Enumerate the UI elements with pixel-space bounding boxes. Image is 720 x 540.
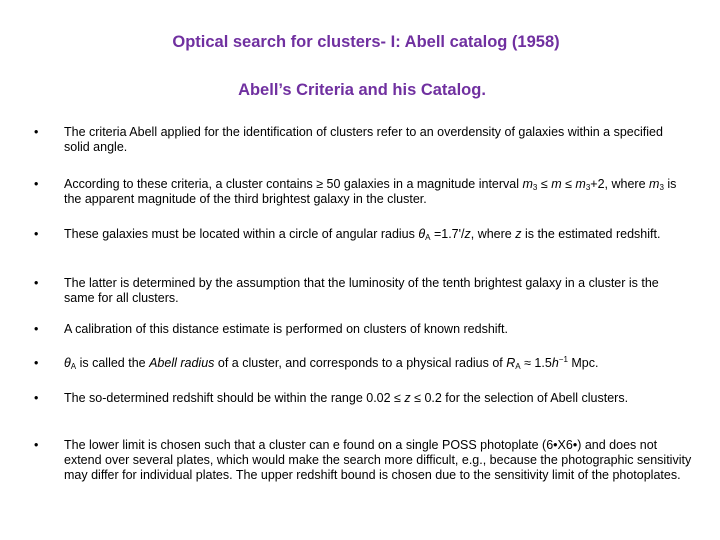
- bullet-text: The latter is determined by the assumption that the luminosity of the tenth brightest galaxy in a cluster is the same for all clusters.: [64, 276, 659, 305]
- bullet-icon: •: [34, 322, 39, 336]
- bullet-icon: •: [34, 391, 39, 405]
- bullet-icon: •: [34, 438, 39, 452]
- bullet-text: A calibration of this distance estimate is performed on clusters of known redshift.: [64, 322, 508, 336]
- bullet-icon: •: [34, 227, 39, 241]
- bullet-text: The criteria Abell applied for the identification of clusters refer to an overdensity of galaxies within a specified solid angle.: [64, 125, 663, 154]
- bullet-text: $\theta_A$ is called the Abell radius of a cluster, and corresponds to a physical radius of $R_A \approx 1.5h^{-1}$ Mpc.: [64, 355, 599, 371]
- bullet-icon: •: [34, 356, 39, 370]
- bullet-icon: •: [34, 125, 39, 139]
- bullet-text: The so-determined redshift should be within the range 0.02 ≤ z ≤ 0.2 for the selection of Abell clusters.: [64, 391, 629, 405]
- bullet-text: These galaxies must be located within a circle of angular radius $\theta_A =1.7'/z$, where z is the estimated redshift.: [64, 227, 661, 242]
- slide-subtitle: Abell’s Criteria and his Catalog.: [238, 81, 486, 99]
- bullet-text: According to these criteria, a cluster contains ≥ 50 galaxies in a magnitude interval $m_3 \le m \le m_3+2$, where $m_3$ is the apparent magnitude of the third brightest galaxy in the cluster.: [64, 177, 677, 206]
- bullet-icon: •: [34, 276, 39, 290]
- bullet-text: The lower limit is chosen such that a cluster can e found on a single POSS photoplate (6•X6•) and does not extend over several plates, which would make the search more difficult, e.g., because the photographic sensitivity may differ for individual plates. The upper redshift bound is chosen due to the sensitivity limit of the photoplates.: [64, 438, 692, 482]
- slide-title: Optical search for clusters- I: Abell catalog (1958): [172, 33, 560, 51]
- bullet-icon: •: [34, 177, 39, 191]
